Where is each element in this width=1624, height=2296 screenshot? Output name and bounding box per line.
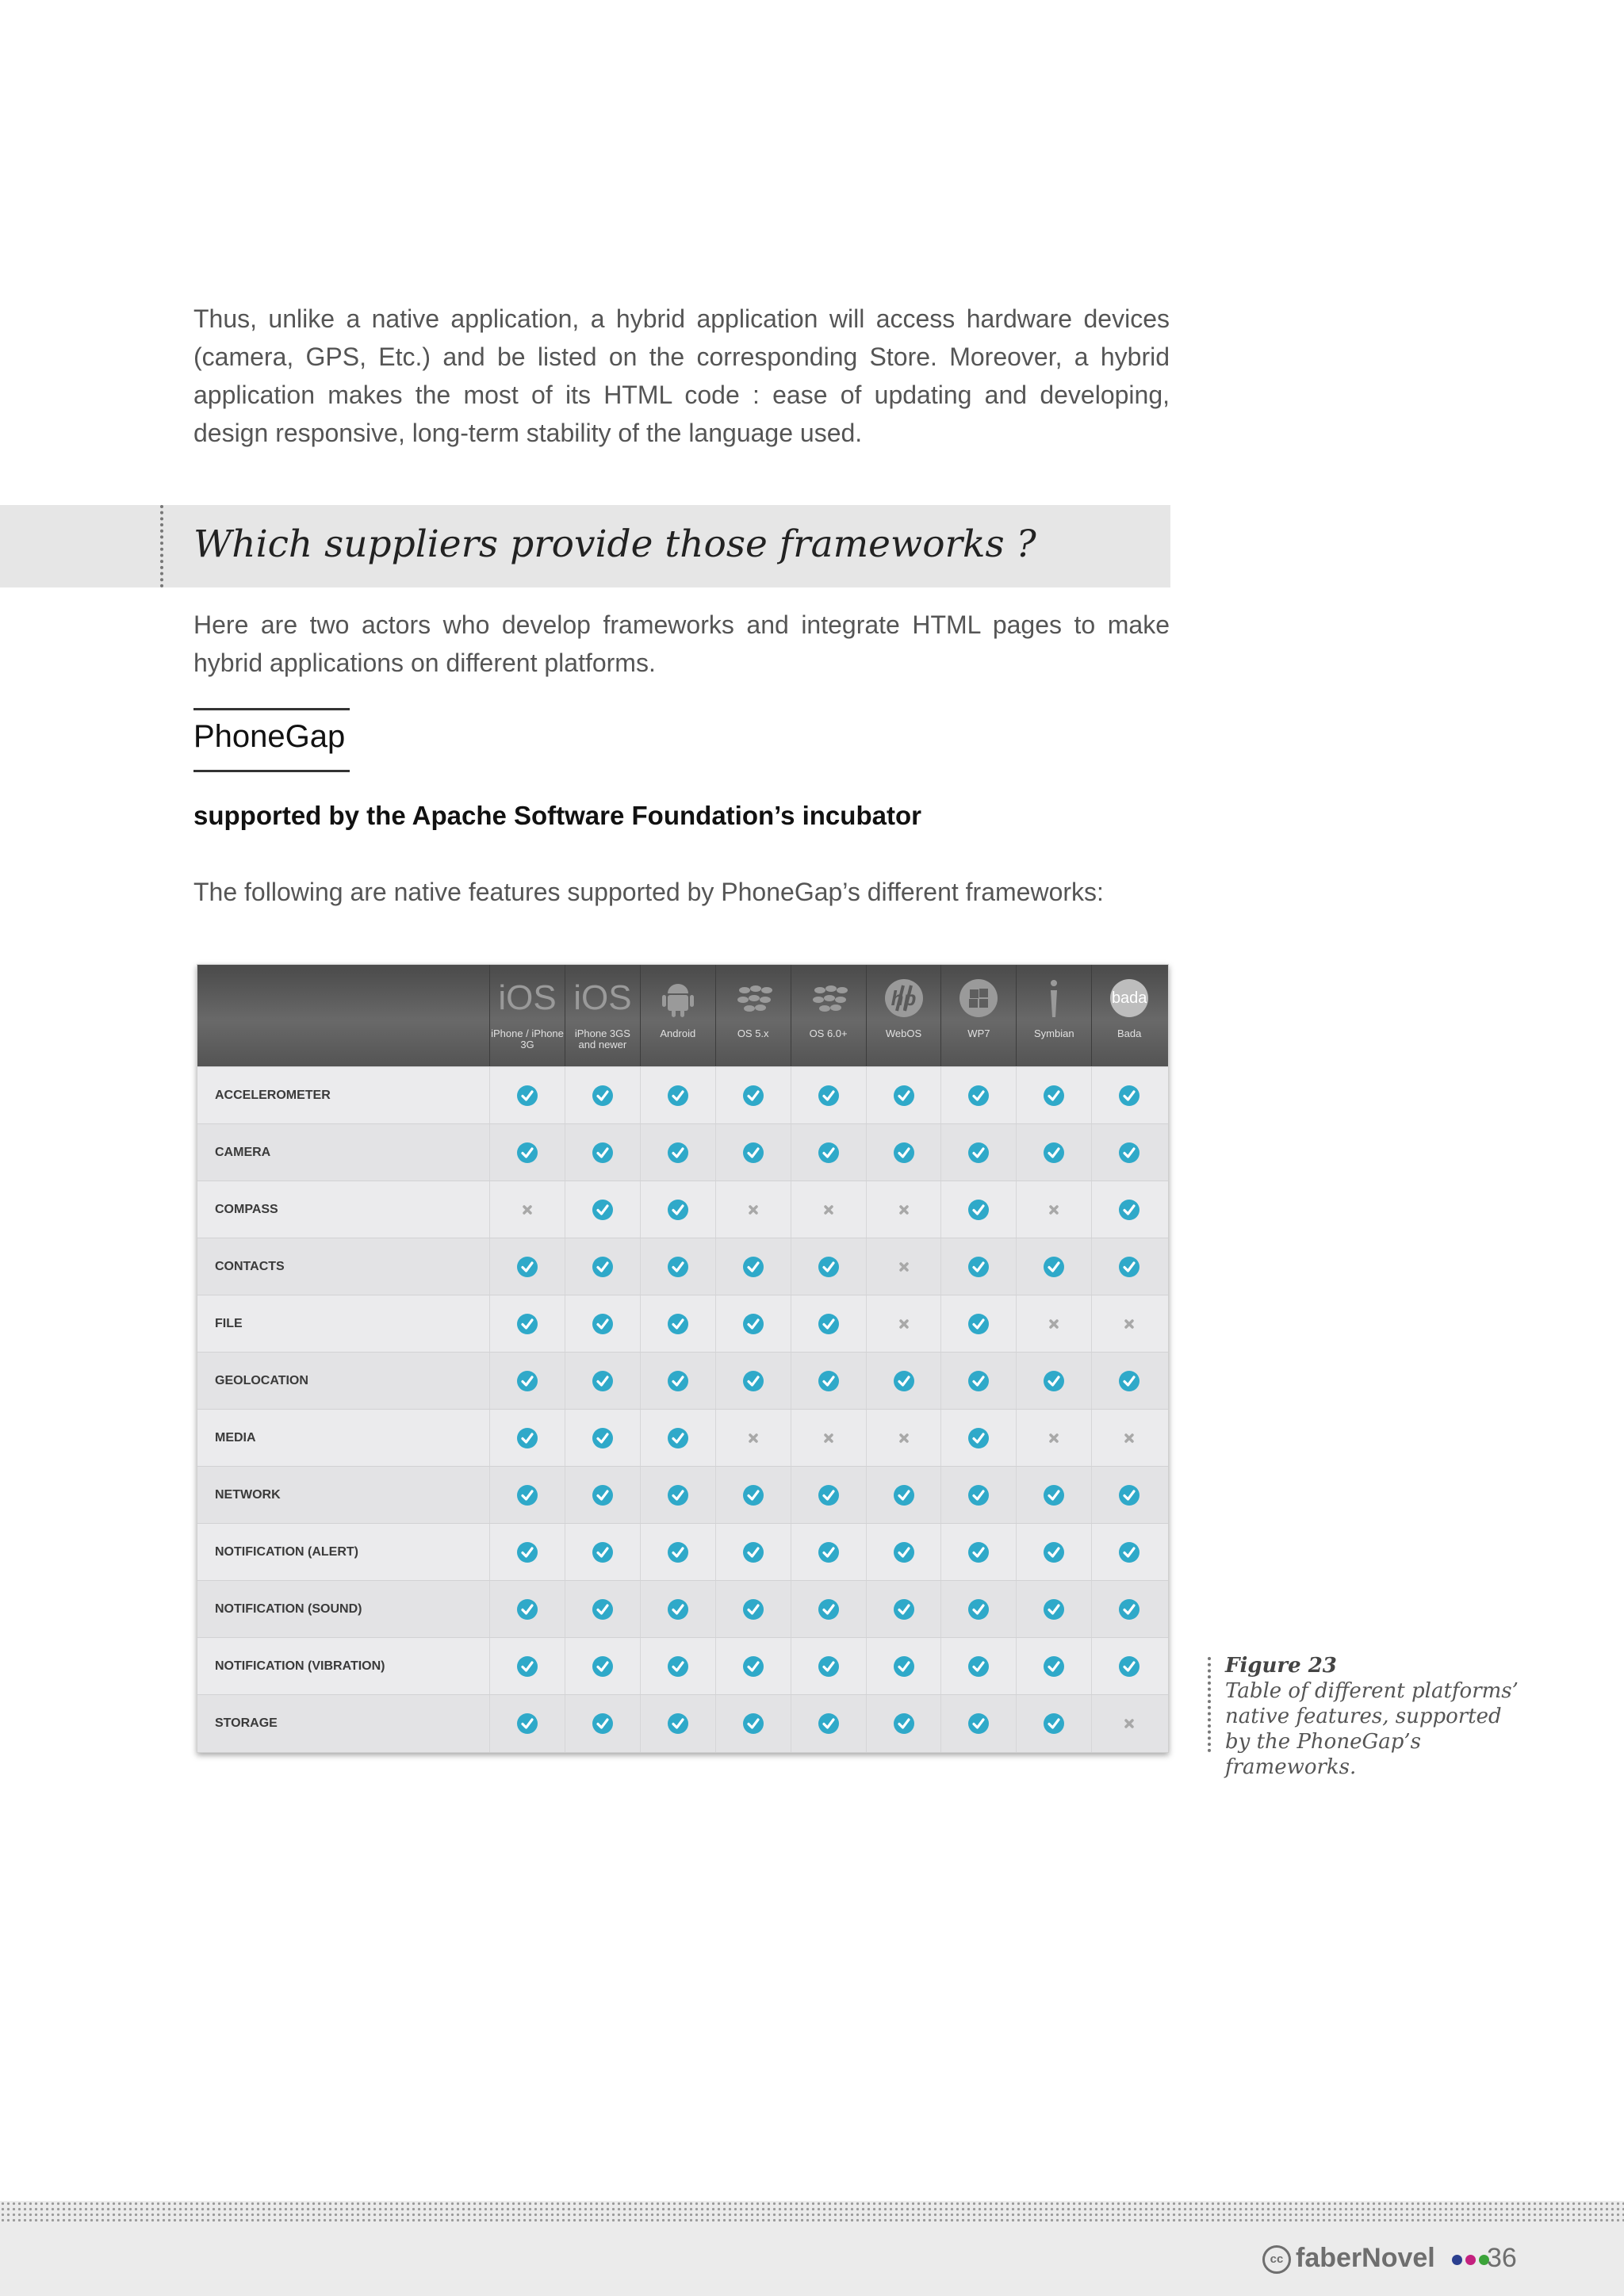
support-cell <box>1091 1467 1166 1524</box>
platform-column-5 <box>866 965 941 1066</box>
check-icon <box>893 1712 915 1735</box>
support-cell <box>866 1238 941 1295</box>
support-cell <box>640 1524 715 1581</box>
check-icon <box>516 1370 538 1392</box>
support-cell <box>565 1695 640 1752</box>
cross-icon <box>1043 1199 1065 1221</box>
feature-row <box>197 1123 1168 1181</box>
support-cell <box>565 1524 640 1581</box>
support-cell <box>489 1638 565 1695</box>
support-cell <box>640 1181 715 1238</box>
support-cell <box>565 1581 640 1638</box>
feature-name: GEOLOCATION <box>215 1374 308 1387</box>
feature-name: NOTIFICATION (VIBRATION) <box>215 1659 385 1673</box>
check-icon <box>516 1427 538 1449</box>
check-icon <box>818 1541 840 1563</box>
check-icon <box>967 1541 990 1563</box>
check-icon <box>592 1712 614 1735</box>
support-cell <box>940 1067 1016 1124</box>
platform-column-2 <box>640 965 715 1066</box>
check-icon <box>667 1598 689 1621</box>
support-cell <box>1016 1524 1091 1581</box>
check-icon <box>1118 1142 1140 1164</box>
check-icon <box>818 1598 840 1621</box>
platform-column-3 <box>715 965 791 1066</box>
support-cell <box>715 1353 791 1410</box>
support-cell <box>1016 1124 1091 1181</box>
support-cell <box>866 1467 941 1524</box>
support-cell <box>640 1295 715 1353</box>
check-icon <box>967 1427 990 1449</box>
support-cell <box>715 1638 791 1695</box>
support-cell <box>640 1581 715 1638</box>
check-icon <box>592 1313 614 1335</box>
feature-name: COMPASS <box>215 1203 278 1216</box>
check-icon <box>818 1370 840 1392</box>
feature-row <box>197 1238 1168 1295</box>
support-cell <box>940 1410 1016 1467</box>
support-cell <box>1091 1181 1166 1238</box>
check-icon <box>1043 1085 1065 1107</box>
check-icon <box>592 1085 614 1107</box>
support-cell <box>1091 1238 1166 1295</box>
support-cell <box>565 1238 640 1295</box>
support-cell <box>640 1124 715 1181</box>
check-icon <box>592 1199 614 1221</box>
support-cell <box>1091 1067 1166 1124</box>
support-cell <box>565 1410 640 1467</box>
support-cell <box>565 1353 640 1410</box>
support-cell <box>1091 1638 1166 1695</box>
phonegap-support-line: supported by the Apache Software Foundation’s incubator <box>193 801 921 830</box>
check-icon <box>1043 1484 1065 1506</box>
check-icon <box>516 1541 538 1563</box>
cross-icon <box>1118 1427 1140 1449</box>
support-cell <box>489 1410 565 1467</box>
support-cell <box>791 1695 866 1752</box>
support-cell <box>866 1124 941 1181</box>
feature-row <box>197 1523 1168 1581</box>
support-cell <box>489 1067 565 1124</box>
support-cell <box>1091 1295 1166 1353</box>
check-icon <box>667 1085 689 1107</box>
check-icon <box>1043 1541 1065 1563</box>
check-icon <box>818 1085 840 1107</box>
check-icon <box>893 1541 915 1563</box>
support-cell <box>866 1581 941 1638</box>
support-cell <box>866 1410 941 1467</box>
check-icon <box>1043 1370 1065 1392</box>
check-icon <box>893 1655 915 1678</box>
check-icon <box>592 1598 614 1621</box>
platform-name: OS 6.0+ <box>809 1027 848 1039</box>
support-cell <box>940 1638 1016 1695</box>
support-cell <box>640 1695 715 1752</box>
check-icon <box>1118 1541 1140 1563</box>
check-icon <box>592 1427 614 1449</box>
platform-name: Symbian <box>1034 1027 1074 1039</box>
support-cell <box>1091 1353 1166 1410</box>
page-number: 36 <box>1487 2243 1517 2273</box>
heading-dotted-rule <box>160 505 163 587</box>
check-icon <box>742 1655 764 1678</box>
feature-row <box>197 1466 1168 1524</box>
check-icon <box>592 1655 614 1678</box>
figure-caption <box>1225 1653 1526 1780</box>
check-icon <box>742 1598 764 1621</box>
feature-name: CONTACTS <box>215 1260 285 1273</box>
support-cell <box>715 1524 791 1581</box>
cross-icon <box>1118 1313 1140 1335</box>
check-icon <box>1118 1199 1140 1221</box>
support-cell <box>940 1467 1016 1524</box>
check-icon <box>818 1484 840 1506</box>
feature-name: NETWORK <box>215 1488 281 1502</box>
support-cell <box>940 1124 1016 1181</box>
support-cell <box>940 1238 1016 1295</box>
check-icon <box>742 1484 764 1506</box>
check-icon <box>967 1142 990 1164</box>
support-cell <box>640 1638 715 1695</box>
support-cell <box>715 1581 791 1638</box>
support-cell <box>565 1181 640 1238</box>
platform-name: WP7 <box>967 1027 990 1039</box>
support-cell <box>715 1295 791 1353</box>
support-cell <box>1091 1581 1166 1638</box>
check-icon <box>592 1541 614 1563</box>
support-cell <box>791 1295 866 1353</box>
section-heading: Which suppliers provide those frameworks ? <box>193 522 1036 566</box>
support-cell <box>1016 1467 1091 1524</box>
platform-name: WebOS <box>885 1027 922 1039</box>
check-icon <box>1118 1370 1140 1392</box>
intro-paragraph: Thus, unlike a native application, a hybrid application will access hardware devices (camera, GPS, Etc.) and be listed on the corresponding Store. Moreover, a hybrid application makes the most of its HTML code : ease of updating and developing, design responsive, long-term stability of the language used. <box>193 304 1170 447</box>
support-cell <box>565 1124 640 1181</box>
platform-column-1 <box>565 965 640 1066</box>
check-icon <box>893 1085 915 1107</box>
support-cell <box>640 1410 715 1467</box>
platform-name: Bada <box>1117 1027 1142 1039</box>
platform-column-4 <box>791 965 866 1066</box>
support-cell <box>640 1238 715 1295</box>
feature-name: ACCELEROMETER <box>215 1089 331 1102</box>
support-cell <box>791 1124 866 1181</box>
ios-logo-icon: iOS <box>498 978 557 1017</box>
check-icon <box>893 1142 915 1164</box>
feature-name: STORAGE <box>215 1716 278 1730</box>
support-cell <box>866 1695 941 1752</box>
check-icon <box>1118 1085 1140 1107</box>
check-icon <box>667 1313 689 1335</box>
support-cell <box>866 1067 941 1124</box>
feature-row <box>197 1637 1168 1695</box>
cross-icon <box>742 1427 764 1449</box>
platform-logo-text: bada <box>1111 989 1147 1007</box>
platform-column-0 <box>489 965 565 1066</box>
check-icon <box>818 1256 840 1278</box>
support-cell <box>489 1524 565 1581</box>
support-cell <box>715 1410 791 1467</box>
check-icon <box>818 1655 840 1678</box>
support-cell <box>640 1467 715 1524</box>
support-cell <box>1016 1581 1091 1638</box>
platform-name: OS 5.x <box>737 1027 769 1039</box>
cross-icon <box>893 1427 915 1449</box>
feature-row <box>197 1066 1168 1124</box>
following-paragraph: The following are native features supported by PhoneGap’s different frameworks: <box>193 878 1104 906</box>
phonegap-bottom-rule <box>193 770 350 772</box>
support-cell <box>715 1124 791 1181</box>
support-cell <box>791 1181 866 1238</box>
check-icon <box>516 1655 538 1678</box>
feature-row <box>197 1409 1168 1467</box>
check-icon <box>967 1484 990 1506</box>
support-cell <box>1091 1695 1166 1752</box>
check-icon <box>818 1313 840 1335</box>
support-cell <box>940 1695 1016 1752</box>
platform-column-6 <box>940 965 1016 1066</box>
support-cell <box>489 1353 565 1410</box>
check-icon <box>1118 1655 1140 1678</box>
support-cell <box>1016 1410 1091 1467</box>
cross-icon <box>893 1199 915 1221</box>
check-icon <box>742 1370 764 1392</box>
support-cell <box>1016 1353 1091 1410</box>
check-icon <box>742 1313 764 1335</box>
check-icon <box>592 1256 614 1278</box>
check-icon <box>742 1142 764 1164</box>
support-cell <box>866 1524 941 1581</box>
support-cell <box>1091 1410 1166 1467</box>
feature-table-header <box>197 965 1168 1066</box>
support-cell <box>1016 1181 1091 1238</box>
platform-name: iPhone 3GS and newer <box>574 1027 630 1050</box>
check-icon <box>516 1142 538 1164</box>
support-cell <box>791 1238 866 1295</box>
check-icon <box>893 1370 915 1392</box>
support-cell <box>940 1181 1016 1238</box>
check-icon <box>1043 1598 1065 1621</box>
check-icon <box>667 1370 689 1392</box>
support-cell <box>1016 1295 1091 1353</box>
feature-name: MEDIA <box>215 1431 256 1445</box>
phonegap-title: PhoneGap <box>193 719 346 754</box>
support-cell <box>1016 1067 1091 1124</box>
check-icon <box>592 1142 614 1164</box>
feature-name: CAMERA <box>215 1146 271 1159</box>
check-icon <box>667 1655 689 1678</box>
check-icon <box>667 1484 689 1506</box>
support-cell <box>715 1467 791 1524</box>
check-icon <box>516 1598 538 1621</box>
cross-icon <box>516 1199 538 1221</box>
brand-name: faberNovel <box>1296 2243 1435 2273</box>
platform-column-7 <box>1016 965 1091 1066</box>
support-cell <box>866 1295 941 1353</box>
check-icon <box>818 1712 840 1735</box>
support-cell <box>715 1067 791 1124</box>
support-cell <box>791 1353 866 1410</box>
figure-label: Figure 23 <box>1225 1654 1337 1678</box>
support-cell <box>640 1067 715 1124</box>
feature-name: FILE <box>215 1317 243 1330</box>
platform-column-8 <box>1091 965 1166 1066</box>
support-cell <box>940 1581 1016 1638</box>
check-icon <box>1118 1484 1140 1506</box>
support-cell <box>715 1695 791 1752</box>
check-icon <box>967 1370 990 1392</box>
cross-icon <box>893 1256 915 1278</box>
footer-dotted-band <box>0 2201 1624 2221</box>
feature-row <box>197 1181 1168 1238</box>
cross-icon <box>742 1199 764 1221</box>
support-cell <box>640 1353 715 1410</box>
cross-icon <box>818 1427 840 1449</box>
check-icon <box>1118 1256 1140 1278</box>
brand-logo <box>1262 2241 1489 2275</box>
check-icon <box>967 1598 990 1621</box>
support-cell <box>1016 1238 1091 1295</box>
page-footer <box>0 2201 1624 2296</box>
support-cell <box>715 1181 791 1238</box>
check-icon <box>893 1598 915 1621</box>
check-icon <box>1043 1655 1065 1678</box>
check-icon <box>967 1712 990 1735</box>
creative-commons-icon: cc <box>1262 2245 1291 2274</box>
check-icon <box>592 1370 614 1392</box>
figure-caption-text: Table of different platforms’ native features, supported by the PhoneGap’s frameworks. <box>1225 1679 1519 1779</box>
phonegap-top-rule <box>193 708 350 710</box>
platform-name: Android <box>660 1027 696 1039</box>
support-cell <box>791 1067 866 1124</box>
feature-row <box>197 1352 1168 1410</box>
check-icon <box>967 1256 990 1278</box>
check-icon <box>742 1085 764 1107</box>
feature-table <box>197 964 1169 1753</box>
support-cell <box>1091 1124 1166 1181</box>
check-icon <box>592 1484 614 1506</box>
feature-name: NOTIFICATION (ALERT) <box>215 1545 359 1559</box>
support-cell <box>866 1181 941 1238</box>
check-icon <box>667 1142 689 1164</box>
check-icon <box>516 1484 538 1506</box>
support-cell <box>489 1295 565 1353</box>
check-icon <box>667 1256 689 1278</box>
caption-dotted-rule <box>1208 1657 1211 1752</box>
check-icon <box>967 1085 990 1107</box>
cross-icon <box>1043 1427 1065 1449</box>
check-icon <box>667 1199 689 1221</box>
check-icon <box>1043 1712 1065 1735</box>
brand-dot-blue <box>1452 2255 1462 2265</box>
support-cell <box>940 1295 1016 1353</box>
check-icon <box>967 1313 990 1335</box>
support-cell <box>940 1524 1016 1581</box>
support-cell <box>489 1695 565 1752</box>
check-icon <box>667 1712 689 1735</box>
support-cell <box>791 1467 866 1524</box>
feature-name: NOTIFICATION (SOUND) <box>215 1602 362 1616</box>
support-cell <box>791 1638 866 1695</box>
ios-logo-icon: iOS <box>573 978 632 1017</box>
brand-dot-pink <box>1465 2255 1476 2265</box>
support-cell <box>791 1524 866 1581</box>
check-icon <box>1118 1598 1140 1621</box>
check-icon <box>818 1142 840 1164</box>
check-icon <box>1043 1142 1065 1164</box>
check-icon <box>967 1199 990 1221</box>
support-cell <box>565 1067 640 1124</box>
support-cell <box>489 1581 565 1638</box>
support-cell <box>1016 1638 1091 1695</box>
check-icon <box>893 1484 915 1506</box>
cross-icon <box>818 1199 840 1221</box>
feature-row <box>197 1694 1168 1752</box>
support-cell <box>1016 1695 1091 1752</box>
actors-paragraph: Here are two actors who develop frameworks and integrate HTML pages to make hybrid applications on different platforms. <box>193 610 1170 677</box>
support-cell <box>489 1181 565 1238</box>
support-cell <box>489 1467 565 1524</box>
support-cell <box>1091 1524 1166 1581</box>
support-cell <box>489 1124 565 1181</box>
feature-row <box>197 1580 1168 1638</box>
support-cell <box>489 1238 565 1295</box>
support-cell <box>791 1410 866 1467</box>
check-icon <box>742 1712 764 1735</box>
support-cell <box>565 1467 640 1524</box>
support-cell <box>866 1353 941 1410</box>
check-icon <box>667 1427 689 1449</box>
support-cell <box>565 1638 640 1695</box>
check-icon <box>516 1256 538 1278</box>
support-cell <box>565 1295 640 1353</box>
check-icon <box>516 1712 538 1735</box>
cross-icon <box>1118 1712 1140 1735</box>
support-cell <box>866 1638 941 1695</box>
check-icon <box>742 1541 764 1563</box>
check-icon <box>967 1655 990 1678</box>
check-icon <box>667 1541 689 1563</box>
feature-row <box>197 1295 1168 1353</box>
cross-icon <box>1043 1313 1065 1335</box>
check-icon <box>742 1256 764 1278</box>
cross-icon <box>893 1313 915 1335</box>
support-cell <box>940 1353 1016 1410</box>
check-icon <box>516 1085 538 1107</box>
check-icon <box>1043 1256 1065 1278</box>
support-cell <box>715 1238 791 1295</box>
check-icon <box>516 1313 538 1335</box>
platform-name: iPhone / iPhone 3G <box>491 1027 564 1050</box>
hp-logo-text: hp <box>891 986 917 1010</box>
support-cell <box>791 1581 866 1638</box>
